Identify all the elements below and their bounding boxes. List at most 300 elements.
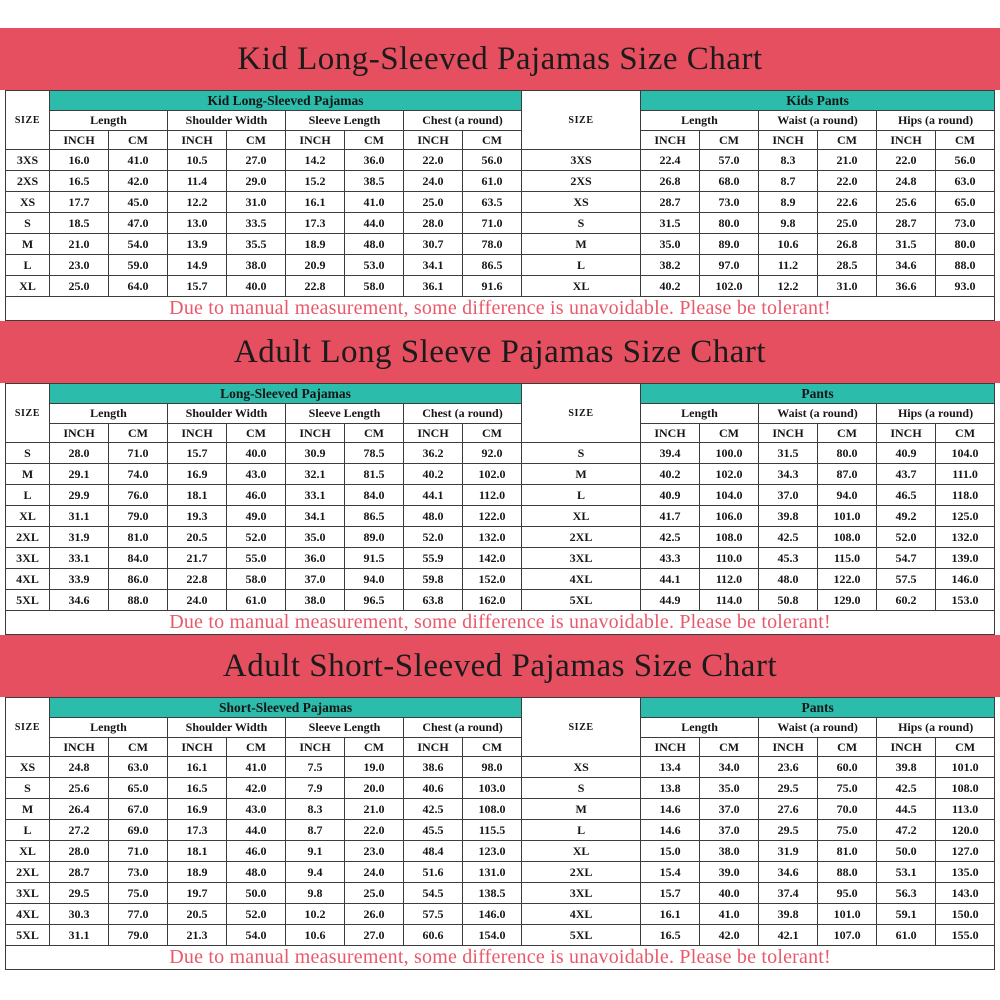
column-header-shoulder-width: Shoulder Width xyxy=(168,718,286,738)
value-cell: 14.9 xyxy=(168,255,227,276)
value-cell: 37.0 xyxy=(286,569,345,590)
value-cell: 8.9 xyxy=(759,192,818,213)
column-header-hips: Hips (a round) xyxy=(877,718,995,738)
value-cell: 127.0 xyxy=(936,841,995,862)
value-cell: 16.1 xyxy=(641,904,700,925)
value-cell: 104.0 xyxy=(936,443,995,464)
value-cell: 24.0 xyxy=(404,171,463,192)
value-cell: 110.0 xyxy=(700,548,759,569)
unit-inch: INCH xyxy=(286,424,345,443)
table-body xyxy=(6,757,995,946)
value-cell: 25.0 xyxy=(818,213,877,234)
value-cell: 30.3 xyxy=(50,904,109,925)
size-cell: S xyxy=(6,778,50,799)
value-cell: 108.0 xyxy=(700,527,759,548)
value-cell: 30.9 xyxy=(286,443,345,464)
value-cell: 46.0 xyxy=(227,485,286,506)
value-cell: 97.0 xyxy=(700,255,759,276)
value-cell: 102.0 xyxy=(463,464,522,485)
value-cell: 19.0 xyxy=(345,757,404,778)
value-cell: 29.5 xyxy=(50,883,109,904)
value-cell: 42.1 xyxy=(759,925,818,946)
value-cell: 48.0 xyxy=(759,569,818,590)
value-cell: 91.6 xyxy=(463,276,522,297)
column-header-sleeve-length: Sleeve Length xyxy=(286,404,404,424)
table-row xyxy=(6,506,995,527)
value-cell: 42.5 xyxy=(759,527,818,548)
value-cell: 131.0 xyxy=(463,862,522,883)
value-cell: 84.0 xyxy=(109,548,168,569)
value-cell: 63.5 xyxy=(463,192,522,213)
column-header-chest: Chest (a round) xyxy=(404,404,522,424)
right-table-title: Pants xyxy=(641,384,995,404)
table-body xyxy=(6,150,995,297)
value-cell: 13.0 xyxy=(168,213,227,234)
value-cell: 45.3 xyxy=(759,548,818,569)
value-cell: 22.4 xyxy=(641,150,700,171)
unit-cm: CM xyxy=(109,424,168,443)
unit-inch: INCH xyxy=(404,738,463,757)
left-table-title: Kid Long-Sleeved Pajamas xyxy=(50,91,522,111)
section-title-adult-long-sleeve: Adult Long Sleeve Pajamas Size Chart xyxy=(0,321,1000,383)
size-cell: 3XL xyxy=(522,548,641,569)
value-cell: 39.4 xyxy=(641,443,700,464)
value-cell: 43.0 xyxy=(227,464,286,485)
value-cell: 115.0 xyxy=(818,548,877,569)
value-cell: 139.0 xyxy=(936,548,995,569)
size-cell: 4XL xyxy=(522,904,641,925)
value-cell: 68.0 xyxy=(700,171,759,192)
unit-inch: INCH xyxy=(759,424,818,443)
value-cell: 71.0 xyxy=(109,443,168,464)
size-cell: 3XL xyxy=(6,883,50,904)
value-cell: 143.0 xyxy=(936,883,995,904)
value-cell: 31.0 xyxy=(227,192,286,213)
unit-header-row xyxy=(6,424,995,443)
value-cell: 57.5 xyxy=(877,569,936,590)
disclaimer-row xyxy=(6,611,995,635)
value-cell: 150.0 xyxy=(936,904,995,925)
value-cell: 22.0 xyxy=(818,171,877,192)
column-header-waist: Waist (a round) xyxy=(759,111,877,131)
value-cell: 34.1 xyxy=(404,255,463,276)
value-cell: 73.0 xyxy=(700,192,759,213)
column-header-chest: Chest (a round) xyxy=(404,111,522,131)
value-cell: 40.6 xyxy=(404,778,463,799)
size-cell: XL xyxy=(522,276,641,297)
value-cell: 20.0 xyxy=(345,778,404,799)
size-cell: L xyxy=(522,485,641,506)
value-cell: 25.0 xyxy=(50,276,109,297)
unit-inch: INCH xyxy=(877,424,936,443)
unit-inch: INCH xyxy=(168,424,227,443)
value-cell: 38.0 xyxy=(286,590,345,611)
value-cell: 31.1 xyxy=(50,506,109,527)
table-row xyxy=(6,548,995,569)
value-cell: 46.0 xyxy=(227,841,286,862)
value-cell: 8.7 xyxy=(286,820,345,841)
value-cell: 26.4 xyxy=(50,799,109,820)
value-cell: 8.3 xyxy=(286,799,345,820)
value-cell: 7.9 xyxy=(286,778,345,799)
value-cell: 17.7 xyxy=(50,192,109,213)
unit-cm: CM xyxy=(345,424,404,443)
table-row xyxy=(6,255,995,276)
value-cell: 132.0 xyxy=(463,527,522,548)
value-cell: 12.2 xyxy=(168,192,227,213)
table-row xyxy=(6,485,995,506)
size-cell: 5XL xyxy=(6,925,50,946)
value-cell: 10.5 xyxy=(168,150,227,171)
value-cell: 67.0 xyxy=(109,799,168,820)
value-cell: 146.0 xyxy=(463,904,522,925)
value-cell: 16.0 xyxy=(50,150,109,171)
value-cell: 41.0 xyxy=(700,904,759,925)
value-cell: 34.6 xyxy=(877,255,936,276)
value-cell: 52.0 xyxy=(877,527,936,548)
value-cell: 21.3 xyxy=(168,925,227,946)
size-cell: M xyxy=(6,464,50,485)
unit-cm: CM xyxy=(700,424,759,443)
column-header-length: Length xyxy=(50,111,168,131)
value-cell: 38.0 xyxy=(700,841,759,862)
value-cell: 98.0 xyxy=(463,757,522,778)
unit-inch: INCH xyxy=(759,131,818,150)
disclaimer-text: Due to manual measurement, some difference is unavoidable. Please be tolerant! xyxy=(6,611,995,635)
size-cell: 5XL xyxy=(522,925,641,946)
value-cell: 73.0 xyxy=(109,862,168,883)
value-cell: 61.0 xyxy=(877,925,936,946)
table-row xyxy=(6,150,995,171)
unit-cm: CM xyxy=(936,738,995,757)
value-cell: 101.0 xyxy=(936,757,995,778)
unit-cm: CM xyxy=(345,738,404,757)
value-cell: 75.0 xyxy=(818,820,877,841)
value-cell: 61.0 xyxy=(227,590,286,611)
table-row xyxy=(6,862,995,883)
value-cell: 14.6 xyxy=(641,820,700,841)
size-cell: 5XL xyxy=(6,590,50,611)
value-cell: 56.0 xyxy=(936,150,995,171)
value-cell: 114.0 xyxy=(700,590,759,611)
value-cell: 53.0 xyxy=(345,255,404,276)
size-cell: 2XL xyxy=(522,862,641,883)
value-cell: 30.7 xyxy=(404,234,463,255)
value-cell: 47.0 xyxy=(109,213,168,234)
value-cell: 55.0 xyxy=(227,548,286,569)
value-cell: 16.9 xyxy=(168,799,227,820)
value-cell: 108.0 xyxy=(463,799,522,820)
value-cell: 12.2 xyxy=(759,276,818,297)
value-cell: 88.0 xyxy=(109,590,168,611)
value-cell: 14.6 xyxy=(641,799,700,820)
unit-cm: CM xyxy=(109,131,168,150)
value-cell: 54.7 xyxy=(877,548,936,569)
value-cell: 53.1 xyxy=(877,862,936,883)
value-cell: 63.0 xyxy=(936,171,995,192)
left-table-title: Short-Sleeved Pajamas xyxy=(50,698,522,718)
value-cell: 44.9 xyxy=(641,590,700,611)
value-cell: 9.8 xyxy=(759,213,818,234)
column-header-chest: Chest (a round) xyxy=(404,718,522,738)
unit-cm: CM xyxy=(700,131,759,150)
value-cell: 40.2 xyxy=(641,276,700,297)
unit-inch: INCH xyxy=(641,738,700,757)
value-cell: 38.6 xyxy=(404,757,463,778)
unit-inch: INCH xyxy=(168,738,227,757)
measure-header-row xyxy=(6,404,995,424)
table-row xyxy=(6,925,995,946)
value-cell: 10.6 xyxy=(286,925,345,946)
size-cell: S xyxy=(522,778,641,799)
disclaimer-row xyxy=(6,297,995,321)
unit-inch: INCH xyxy=(877,738,936,757)
value-cell: 122.0 xyxy=(463,506,522,527)
value-cell: 25.0 xyxy=(345,883,404,904)
value-cell: 75.0 xyxy=(818,778,877,799)
value-cell: 23.0 xyxy=(50,255,109,276)
value-cell: 28.0 xyxy=(404,213,463,234)
value-cell: 104.0 xyxy=(700,485,759,506)
value-cell: 31.9 xyxy=(50,527,109,548)
table-row xyxy=(6,820,995,841)
column-header-length: Length xyxy=(641,718,759,738)
size-cell: 3XS xyxy=(522,150,641,171)
value-cell: 103.0 xyxy=(463,778,522,799)
value-cell: 31.5 xyxy=(877,234,936,255)
value-cell: 59.0 xyxy=(109,255,168,276)
unit-inch: INCH xyxy=(877,131,936,150)
column-header-length: Length xyxy=(641,404,759,424)
value-cell: 101.0 xyxy=(818,506,877,527)
value-cell: 9.4 xyxy=(286,862,345,883)
value-cell: 162.0 xyxy=(463,590,522,611)
size-cell: M xyxy=(522,799,641,820)
value-cell: 65.0 xyxy=(936,192,995,213)
value-cell: 42.0 xyxy=(227,778,286,799)
value-cell: 108.0 xyxy=(818,527,877,548)
value-cell: 56.3 xyxy=(877,883,936,904)
size-cell: S xyxy=(522,443,641,464)
value-cell: 31.9 xyxy=(759,841,818,862)
value-cell: 155.0 xyxy=(936,925,995,946)
value-cell: 63.0 xyxy=(109,757,168,778)
value-cell: 43.7 xyxy=(877,464,936,485)
value-cell: 36.6 xyxy=(877,276,936,297)
value-cell: 40.0 xyxy=(227,276,286,297)
value-cell: 15.7 xyxy=(641,883,700,904)
size-cell: M xyxy=(522,464,641,485)
value-cell: 22.0 xyxy=(877,150,936,171)
value-cell: 57.0 xyxy=(700,150,759,171)
value-cell: 63.8 xyxy=(404,590,463,611)
unit-inch: INCH xyxy=(286,738,345,757)
value-cell: 122.0 xyxy=(818,569,877,590)
size-table-kid xyxy=(5,90,995,321)
value-cell: 115.5 xyxy=(463,820,522,841)
value-cell: 26.8 xyxy=(818,234,877,255)
value-cell: 52.0 xyxy=(227,527,286,548)
value-cell: 48.0 xyxy=(404,506,463,527)
value-cell: 88.0 xyxy=(818,862,877,883)
value-cell: 42.5 xyxy=(404,799,463,820)
table-row xyxy=(6,213,995,234)
value-cell: 108.0 xyxy=(936,778,995,799)
value-cell: 73.0 xyxy=(936,213,995,234)
size-cell: L xyxy=(6,485,50,506)
value-cell: 37.4 xyxy=(759,883,818,904)
value-cell: 81.0 xyxy=(818,841,877,862)
size-cell: 4XL xyxy=(6,569,50,590)
value-cell: 31.5 xyxy=(641,213,700,234)
value-cell: 89.0 xyxy=(345,527,404,548)
value-cell: 28.7 xyxy=(641,192,700,213)
column-header-length: Length xyxy=(50,718,168,738)
value-cell: 18.9 xyxy=(168,862,227,883)
size-cell: XL xyxy=(6,841,50,862)
value-cell: 107.0 xyxy=(818,925,877,946)
value-cell: 94.0 xyxy=(818,485,877,506)
column-header-shoulder-width: Shoulder Width xyxy=(168,111,286,131)
value-cell: 41.0 xyxy=(109,150,168,171)
value-cell: 59.8 xyxy=(404,569,463,590)
value-cell: 80.0 xyxy=(700,213,759,234)
column-header-shoulder-width: Shoulder Width xyxy=(168,404,286,424)
size-cell: 4XL xyxy=(522,569,641,590)
value-cell: 43.3 xyxy=(641,548,700,569)
size-cell: M xyxy=(6,799,50,820)
unit-cm: CM xyxy=(700,738,759,757)
value-cell: 81.5 xyxy=(345,464,404,485)
value-cell: 55.9 xyxy=(404,548,463,569)
value-cell: 44.0 xyxy=(227,820,286,841)
value-cell: 44.5 xyxy=(877,799,936,820)
size-cell: L xyxy=(6,820,50,841)
value-cell: 80.0 xyxy=(818,443,877,464)
value-cell: 16.5 xyxy=(641,925,700,946)
size-cell: 5XL xyxy=(522,590,641,611)
value-cell: 54.0 xyxy=(109,234,168,255)
column-header-length: Length xyxy=(641,111,759,131)
value-cell: 59.1 xyxy=(877,904,936,925)
value-cell: 24.8 xyxy=(50,757,109,778)
value-cell: 129.0 xyxy=(818,590,877,611)
value-cell: 43.0 xyxy=(227,799,286,820)
value-cell: 10.6 xyxy=(759,234,818,255)
value-cell: 38.0 xyxy=(227,255,286,276)
section-title-kid-long-sleeved: Kid Long-Sleeved Pajamas Size Chart xyxy=(0,28,1000,90)
value-cell: 31.5 xyxy=(759,443,818,464)
value-cell: 79.0 xyxy=(109,925,168,946)
value-cell: 75.0 xyxy=(109,883,168,904)
value-cell: 34.1 xyxy=(286,506,345,527)
value-cell: 20.5 xyxy=(168,527,227,548)
value-cell: 37.0 xyxy=(759,485,818,506)
size-cell: S xyxy=(522,213,641,234)
value-cell: 40.9 xyxy=(877,443,936,464)
value-cell: 23.0 xyxy=(345,841,404,862)
value-cell: 22.8 xyxy=(286,276,345,297)
value-cell: 70.0 xyxy=(818,799,877,820)
value-cell: 33.1 xyxy=(50,548,109,569)
value-cell: 27.2 xyxy=(50,820,109,841)
value-cell: 15.7 xyxy=(168,443,227,464)
value-cell: 15.4 xyxy=(641,862,700,883)
value-cell: 60.2 xyxy=(877,590,936,611)
value-cell: 45.5 xyxy=(404,820,463,841)
value-cell: 15.2 xyxy=(286,171,345,192)
unit-cm: CM xyxy=(109,738,168,757)
value-cell: 17.3 xyxy=(168,820,227,841)
value-cell: 42.5 xyxy=(877,778,936,799)
unit-inch: INCH xyxy=(50,738,109,757)
value-cell: 15.7 xyxy=(168,276,227,297)
size-cell: L xyxy=(522,820,641,841)
value-cell: 16.5 xyxy=(168,778,227,799)
size-cell: XL xyxy=(522,841,641,862)
value-cell: 19.3 xyxy=(168,506,227,527)
size-table-adult-short xyxy=(5,697,995,970)
value-cell: 54.5 xyxy=(404,883,463,904)
table-row xyxy=(6,234,995,255)
table-row xyxy=(6,276,995,297)
value-cell: 27.0 xyxy=(227,150,286,171)
value-cell: 37.0 xyxy=(700,820,759,841)
value-cell: 41.0 xyxy=(227,757,286,778)
value-cell: 142.0 xyxy=(463,548,522,569)
value-cell: 21.0 xyxy=(818,150,877,171)
value-cell: 40.9 xyxy=(641,485,700,506)
value-cell: 86.5 xyxy=(463,255,522,276)
table-row xyxy=(6,778,995,799)
value-cell: 138.5 xyxy=(463,883,522,904)
value-cell: 42.5 xyxy=(641,527,700,548)
value-cell: 40.0 xyxy=(227,443,286,464)
column-header-waist: Waist (a round) xyxy=(759,718,877,738)
value-cell: 31.0 xyxy=(818,276,877,297)
value-cell: 22.0 xyxy=(345,820,404,841)
unit-cm: CM xyxy=(818,738,877,757)
table-row xyxy=(6,464,995,485)
value-cell: 39.8 xyxy=(759,904,818,925)
value-cell: 26.0 xyxy=(345,904,404,925)
value-cell: 16.1 xyxy=(168,757,227,778)
value-cell: 29.5 xyxy=(759,778,818,799)
disclaimer-text: Due to manual measurement, some difference is unavoidable. Please be tolerant! xyxy=(6,297,995,321)
value-cell: 120.0 xyxy=(936,820,995,841)
unit-inch: INCH xyxy=(404,131,463,150)
size-cell: S xyxy=(6,213,50,234)
value-cell: 91.5 xyxy=(345,548,404,569)
size-cell: XS xyxy=(6,757,50,778)
unit-inch: INCH xyxy=(641,131,700,150)
value-cell: 42.0 xyxy=(109,171,168,192)
table-row xyxy=(6,799,995,820)
value-cell: 60.0 xyxy=(818,757,877,778)
value-cell: 45.0 xyxy=(109,192,168,213)
value-cell: 39.0 xyxy=(700,862,759,883)
table-body xyxy=(6,443,995,611)
value-cell: 40.2 xyxy=(641,464,700,485)
value-cell: 42.0 xyxy=(700,925,759,946)
value-cell: 95.0 xyxy=(818,883,877,904)
value-cell: 13.8 xyxy=(641,778,700,799)
value-cell: 125.0 xyxy=(936,506,995,527)
value-cell: 44.0 xyxy=(345,213,404,234)
value-cell: 71.0 xyxy=(463,213,522,234)
column-header-sleeve-length: Sleeve Length xyxy=(286,111,404,131)
value-cell: 33.1 xyxy=(286,485,345,506)
